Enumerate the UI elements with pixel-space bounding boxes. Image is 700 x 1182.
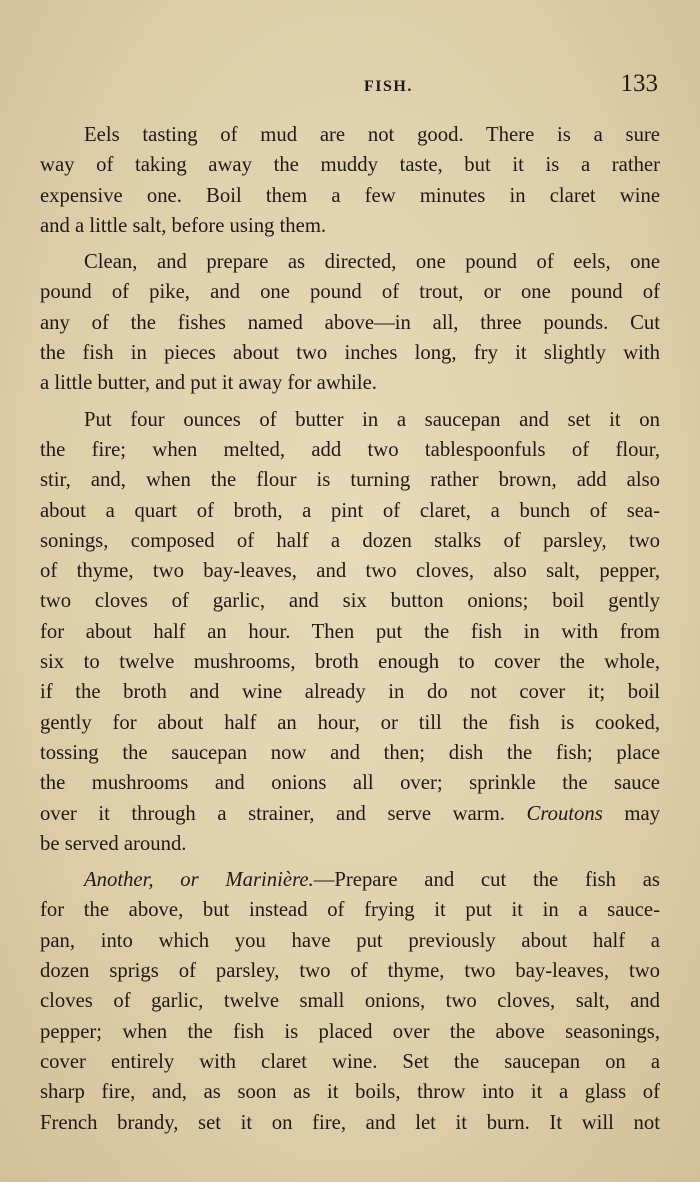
text-line: the fish in pieces about two inches long, fry it slightly with — [40, 342, 660, 365]
running-head: FISH. — [364, 78, 413, 95]
text-line: about a quart of broth, a pint of claret, a bunch of sea- — [40, 499, 660, 522]
text-line: pan, into which you have put previously about half a — [40, 929, 660, 952]
text-line: if the broth and wine already in do not cover it; boil — [40, 681, 660, 704]
text-line-with-italic — [40, 865, 660, 895]
body-text — [40, 120, 660, 1144]
text-line: dozen sprigs of parsley, two of thyme, two bay-leaves, two — [40, 960, 660, 983]
text-line: six to twelve mushrooms, broth enough to cover the whole, — [40, 651, 660, 674]
text-line: expensive one. Boil them a few minutes in claret wine — [40, 184, 660, 207]
text-line: be served around. — [40, 832, 187, 855]
text-line: any of the fishes named above—in all, three pounds. Cut — [40, 311, 660, 334]
text-line: Eels tasting of mud are not good. There is a sure — [84, 124, 660, 146]
text-line: cloves of garlic, twelve small onions, two cloves, salt, and — [40, 990, 660, 1013]
text-line: cover entirely with claret wine. Set the saucepan on a — [40, 1050, 660, 1073]
text-line: sonings, composed of half a dozen stalks of parsley, two — [40, 529, 660, 552]
text-line: pound of pike, and one pound of trout, or one pound of — [40, 281, 660, 304]
text-line: way of taking away the muddy taste, but it is a rather — [40, 154, 660, 177]
paragraph-2 — [40, 247, 660, 398]
text-line: Clean, and prepare as directed, one pound of eels, one — [84, 251, 660, 274]
text-line: a little butter, and put it away for awhile. — [40, 372, 377, 395]
text-line: sharp fire, and, as soon as it boils, throw into it a glass of — [40, 1081, 660, 1104]
italic-term: Croutons — [526, 802, 603, 825]
text-line: Put four ounces of butter in a saucepan and set it on — [84, 408, 660, 431]
text-line: and a little salt, before using them. — [40, 214, 327, 237]
text-line: tossing the saucepan now and then; dish the fish; place — [40, 741, 660, 764]
page-header — [40, 70, 660, 100]
text-segment: over it through a strainer, and serve warm. — [40, 802, 527, 825]
text-line: gently for about half an hour, or till the fish is cooked, — [40, 711, 660, 734]
text-segment: —Prepare and cut the fish as — [313, 869, 660, 892]
text-line: two cloves of garlic, and six button onions; boil gently — [40, 590, 660, 613]
text-line-with-italic — [40, 799, 660, 829]
text-segment: may — [602, 802, 660, 825]
text-line: French brandy, set it on fire, and let it burn. It will not — [40, 1111, 660, 1134]
text-line: for the above, but instead of frying it put it in a sauce- — [40, 899, 660, 922]
italic-lead: Another, or Marinière. — [84, 869, 314, 892]
text-line: of thyme, two bay-leaves, and two cloves, also salt, pepper, — [40, 560, 660, 583]
text-line: stir, and, when the flour is turning rather brown, add also — [40, 469, 660, 492]
paragraph-1 — [40, 120, 660, 241]
text-line: for about half an hour. Then put the fish in with from — [40, 620, 660, 643]
text-line: pepper; when the fish is placed over the above seasonings, — [40, 1020, 660, 1043]
paragraph-4 — [40, 865, 660, 1138]
text-line: the fire; when melted, add two tablespoonfuls of flour, — [40, 438, 660, 461]
page-number: 133 — [620, 70, 658, 97]
text-line: the mushrooms and onions all over; sprinkle the sauce — [40, 772, 660, 795]
paragraph-3 — [40, 405, 660, 859]
